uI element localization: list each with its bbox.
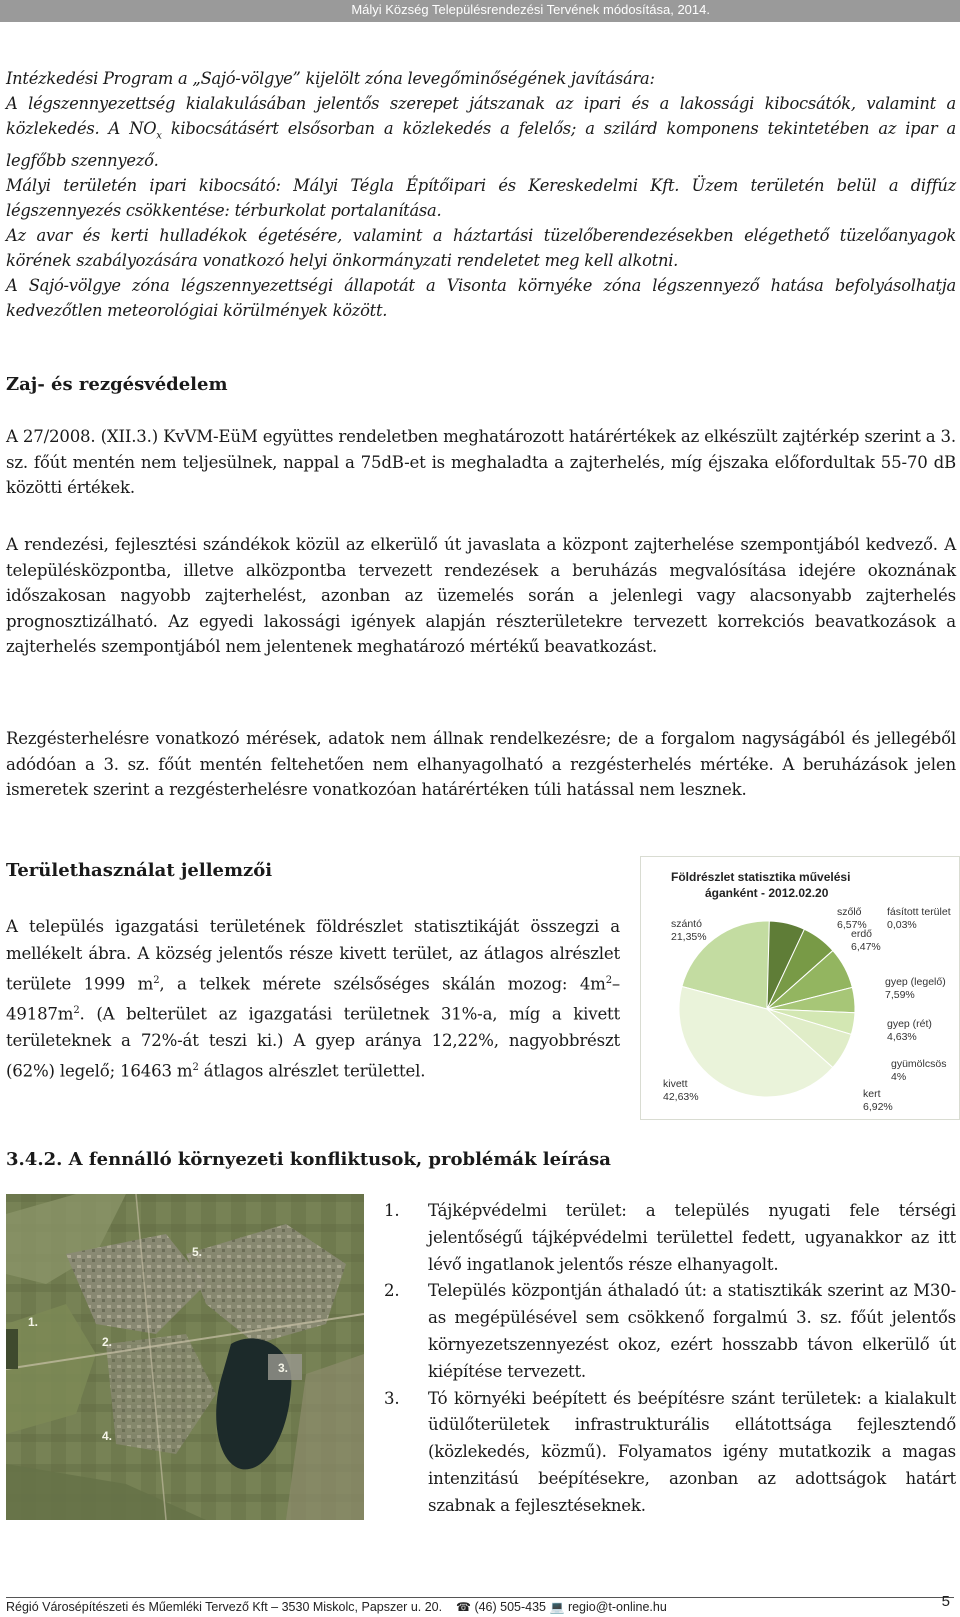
- phone-icon: ☎: [456, 1600, 471, 1614]
- vibration-paragraph: Rezgésterhelésre vonatkozó mérések, adatok nem állnak rendelkezésre; de a forgalom nagyságából és jellegéből adódóan a 3. sz. főút mentén feltehetően nem elhanyagolható a rezgésterhelés mértéke. A beruházások jelen ismeretek szerint a rezgésterhelésre vonatkozóan határértéken túli hatással nem lesznek.: [6, 729, 956, 799]
- aerial-map-image: [6, 1194, 364, 1520]
- footer-divider: [6, 1597, 954, 1598]
- map-label-1: 1.: [28, 1315, 39, 1329]
- noise-heading: Zaj- és rezgésvédelem: [6, 374, 228, 395]
- pie-value-1: 6,57%: [837, 919, 867, 931]
- map-label-4: 4.: [102, 1429, 113, 1443]
- landuse-pie-chart: [640, 856, 960, 1120]
- pie-label-8: kivett: [663, 1078, 688, 1090]
- pie-svg: [641, 857, 959, 1119]
- landuse-heading: Területhasználat jellemzői: [6, 860, 273, 881]
- pie-label-6: gyümölcsös: [891, 1058, 947, 1070]
- noise-paragraph-2: A rendezési, fejlesztési szándékok közül az elkerülő út javaslata a központ zajterhelése szempontjából kedvező. A településközpontba, illetve alközpontba tervezett rendezések a beruházás megvalósítása idejére okoznának időszakosan nagyobb zajterhelést, azonban az üzemelés során a jelenlegi vagy alacsonyabb zajterhelés prognosztizálható. Az egyedi lakossági igények alapján részterületekre tervezett korrekciós beavatkozások a zajterhelés szempontjából nem jelentenek meghatározó mértékű beavatkozást.: [6, 535, 956, 656]
- pie-label-4: gyep (legelő): [885, 976, 946, 988]
- page-footer: [6, 1600, 667, 1614]
- pie-label-5: gyep (rét): [887, 1018, 932, 1030]
- air-paragraph-zone: A Sajó-völgye zóna légszennyezettségi állapotát a Visonta környéke zóna légszennyező hatása befolyásolhatja kedvezőtlen meteorológiai körülmények között.: [6, 276, 956, 321]
- header-title: Mályi Község Településrendezési Tervének módosítása, 2014.: [351, 2, 710, 17]
- air-program-title: Intézkedési Program a „Sajó-völgye” kijelölt zóna levegőminőségének javítására:: [6, 69, 655, 88]
- pie-value-3: 0,03%: [887, 919, 917, 931]
- list-item: 3. Tó környéki beépített és beépítésre szánt területek: a kialakult üdülőterületek infrastrukturális ellátottsága fejlesztendő (közlekedés, közmű). Folyamatos igény mutatkozik a magas intenzitású beépítésekre, azonban az adottságok határt szabnak a fejlesztéseknek.: [384, 1388, 956, 1515]
- air-paragraph-industry: Mályi területén ipari kibocsátó: Mályi Tégla Építőipari és Kereskedelmi Kft. Üzem területén belül a diffúz légszennyezés csökkentése: térburkolat portalanítása.: [6, 176, 956, 221]
- computer-icon: 💻: [549, 1600, 565, 1614]
- pie-value-2: 6,47%: [851, 941, 881, 953]
- conflicts-heading: 3.4.2. A fennálló környezeti konfliktusok, problémák leírása: [6, 1149, 611, 1170]
- footer-email: regio@t-online.hu: [567, 1600, 667, 1614]
- pie-value-0: 21,35%: [671, 931, 707, 943]
- map-label-5: 5.: [192, 1245, 203, 1259]
- pie-label-3: fásított terület: [887, 906, 951, 918]
- chart-title: Földrészlet statisztika művelési: [671, 870, 851, 884]
- aerial-map-svg: [6, 1194, 364, 1520]
- pie-label-7: kert: [863, 1088, 881, 1100]
- air-paragraph-pollution: A légszennyezettség kialakulásában jelentős szerepet játszanak az ipari és a lakossági kibocsátók, valamint a közlekedés. A $NO_x$ kibocsátásért elsősorban a közlekedés a felelős; a szilárd komponens tekintetében az ipar a legfőbb szennyező.: [6, 94, 956, 171]
- page-header: [0, 0, 960, 22]
- list-item: 1. Tájképvédelmi terület: a település nyugati fele térségi jelentőségű tájképvédelmi területtel fedett, ugyanakkor az itt lévő ingatlanok jelentős része elhanyagolt.: [384, 1201, 956, 1274]
- air-quality-section: [6, 66, 956, 323]
- pie-label-1: szőlő: [837, 906, 862, 918]
- landuse-paragraph: A település igazgatási területének földrészlet statisztikáját összegzi a mellékelt ábra. A község jelentős része kivett terület, az átlagos alrészlet területe 1999 $m^2$, a telkek mérete szélsőséges skálán mozog: $4m^2-49187m^2$. (A belterület az igazgatási területnek 31%-a, míg a kivett területeknek a 72%-át teszi ki.) A gyep aránya 12,22%, nagyobbrészt (62%) legelő; 16463 $m^2$ átlagos alrészlet területtel.: [6, 917, 620, 1081]
- map-label-2: 2.: [102, 1335, 113, 1349]
- chart-subtitle: áganként - 2012.02.20: [705, 886, 829, 900]
- page-number: 5: [941, 1593, 950, 1610]
- pie-label-2: erdő: [851, 928, 873, 940]
- pie-value-8: 42,63%: [663, 1091, 699, 1103]
- pie-value-5: 4,63%: [887, 1031, 917, 1043]
- pie-label-0: szántó: [671, 918, 702, 930]
- pie-value-4: 7,59%: [885, 989, 915, 1001]
- footer-phone: (46) 505-435: [474, 1600, 547, 1614]
- noise-paragraph-1: A 27/2008. (XII.3.) KvVM-EüM együttes rendeletben meghatározott határértékek az elkészült zajtérkép szerint a 3. sz. főút mentén nem teljesülnek, nappal a 75dB-et is meghaladta a zajterhelés, míg éjszaka előfordultak 55-70 dB közötti értékek.: [6, 427, 956, 497]
- map-label-3: 3.: [278, 1361, 289, 1375]
- pie-value-6: 4%: [891, 1071, 907, 1083]
- air-paragraph-regulation: Az avar és kerti hulladékok égetésére, valamint a háztartási tüzelőberendezésekben elégethető tüzelőanyagok körének szabályozására vonatkozó helyi önkormányzati rendeletet meg kell alkotni.: [6, 226, 956, 271]
- conflicts-list: [380, 1198, 956, 1520]
- list-item: 2. Település központján áthaladó út: a statisztikák szerint az M30-as megépülésével sem csökkenő forgalmú 3. sz. főút jelentős környezetszennyezést okoz, ezért hosszabb távon elkerülő út kiépítése tervezett.: [384, 1281, 956, 1381]
- footer-company: Régió Városépítészeti és Műemléki Tervező Kft – 3530 Miskolc, Papszer u. 20.: [6, 1600, 443, 1614]
- pie-value-7: 6,92%: [863, 1101, 893, 1113]
